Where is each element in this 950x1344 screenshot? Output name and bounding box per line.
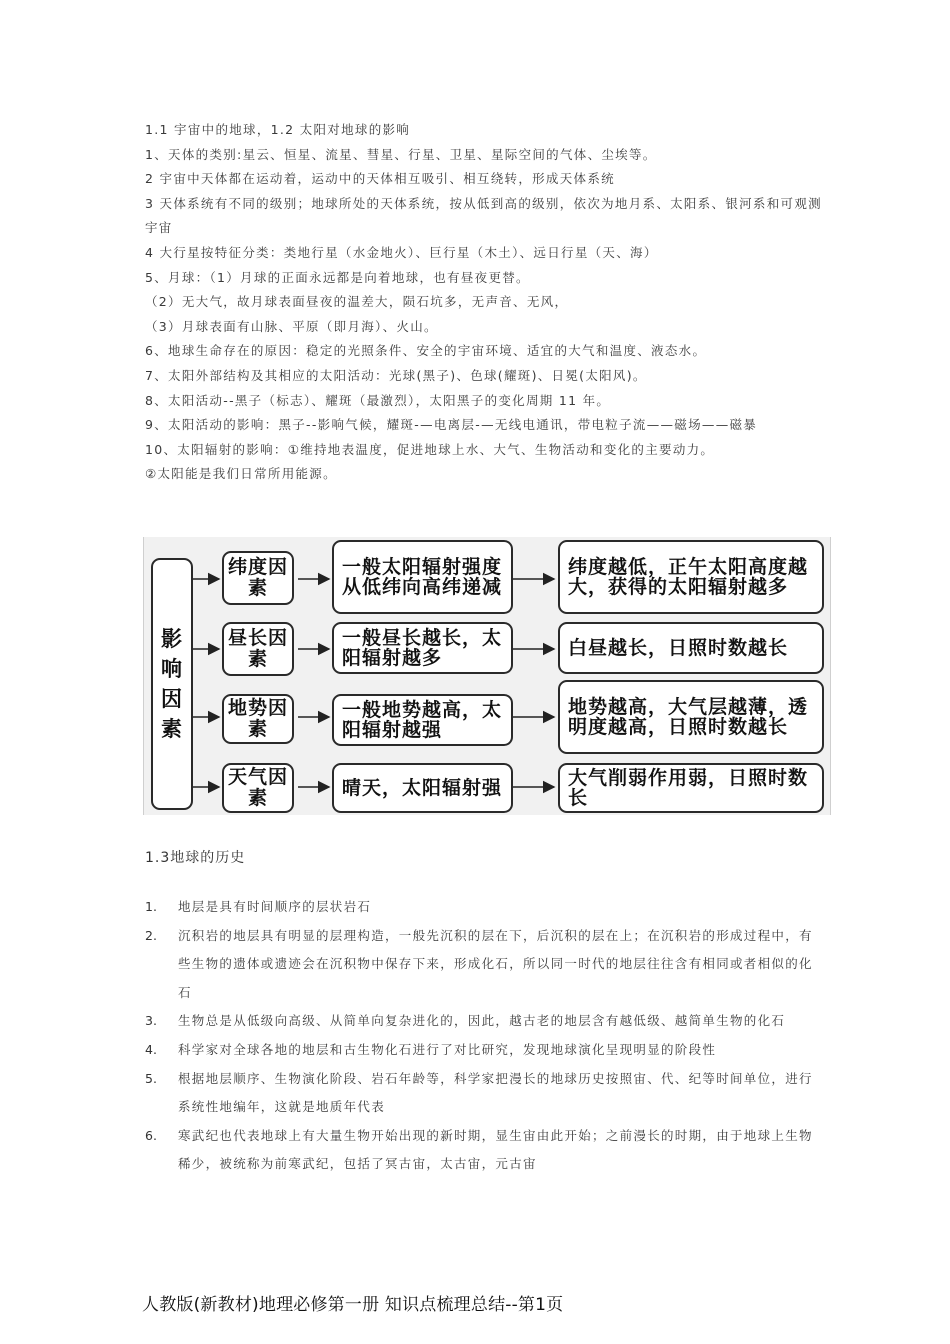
text-line: 7、太阳外部结构及其相应的太阳活动：光球(黑子)、色球(耀斑)、日冕(太阳风)。 [145, 367, 647, 383]
mid-box-daylength [332, 622, 513, 674]
text-line: 1、天体的类别:星云、恒星、流星、彗星、行星、卫星、星际空间的气体、尘埃等。 [145, 146, 657, 162]
text-line: 4 大行星按特征分类：类地行星（水金地火）、巨行星（木土）、远日行星（天、海） [145, 244, 658, 260]
text-line: 1.1 宇宙中的地球，1.2 太阳对地球的影响 [145, 122, 411, 137]
text-line: 5、月球：（1）月球的正面永远都是向着地球，也有昼夜更替。 [145, 269, 530, 285]
factor-label: 纬度因素 [228, 556, 289, 599]
text-line: 9、太阳活动的影响：黑子--影响气候，耀斑-—电离层-—无线电通讯，带电粒子流——磁场——磁暴 [145, 417, 758, 433]
earth-history-list [145, 893, 825, 1179]
result-box-latitude [558, 540, 824, 614]
factor-label: 昼长因素 [228, 627, 289, 670]
result-label: 白昼越长，日照时数越长 [568, 636, 789, 659]
text-line: 3 天体系统有不同的级别；地球所处的天体系统，按从低到高的级别，依次为地月系、太阳系、银河系和可观测宇宙 [145, 195, 822, 236]
factor-box-terrain [222, 694, 294, 744]
list-item [145, 922, 825, 1008]
list-item-text: 根据地层顺序、生物演化阶段、岩石年龄等，科学家把漫长的地球历史按照宙、代、纪等时间单位，进行系统性地编年，这就是地质年代表 [178, 1070, 813, 1115]
section-2-title: 1.3地球的历史 [145, 850, 246, 866]
text-line: 2 宇宙中天体都在运动着，运动中的天体相互吸引、相互绕转，形成天体系统 [145, 171, 615, 187]
mid-label: 一般地势越高，太阳辐射越强 [342, 698, 503, 741]
text-line: （3）月球表面有山脉、平原（即月海）、火山。 [145, 318, 438, 334]
list-item-number: 1. [145, 899, 157, 914]
mid-box-weather [332, 763, 513, 813]
mid-label: 一般昼长越长，太阳辐射越多 [342, 626, 503, 669]
result-box-weather [558, 763, 824, 813]
text-line: 10、太阳辐射的影响：①维持地表温度，促进地球上水、大气、生物活动和变化的主要动力。 [145, 441, 715, 457]
list-item [145, 1065, 825, 1122]
list-item-number: 6. [145, 1127, 157, 1143]
text-line: 6、地球生命存在的原因：稳定的光照条件、安全的宇宙环境、适宜的大气和温度、液态水。 [145, 343, 707, 359]
influence-factors-diagram [143, 537, 831, 815]
mid-label: 晴天，太阳辐射强 [342, 776, 503, 799]
page-footer: 人教版(新教材)地理必修第一册 知识点梳理总结--第1页 [142, 1295, 564, 1315]
mid-box-terrain [332, 694, 513, 746]
result-box-terrain [558, 680, 824, 754]
list-item [145, 1122, 825, 1179]
list-item-text: 沉积岩的地层具有明显的层理构造，一般先沉积的层在下，后沉积的层在上；在沉积岩的形成过程中，有些生物的遗体或遗迹会在沉积物中保存下来，形成化石，所以同一时代的地层往往含有相同或者相似的化石 [178, 927, 813, 1000]
mid-label: 一般太阳辐射强度从低纬向高纬递减 [342, 555, 503, 598]
result-box-daylength [558, 622, 824, 674]
result-label: 纬度越低，正午太阳高度越大，获得的太阳辐射越多 [568, 555, 809, 598]
list-item [145, 1036, 825, 1065]
list-item [145, 893, 825, 922]
list-item-text: 寒武纪也代表地球上有大量生物开始出现的新时期，显生宙由此开始；之前漫长的时期，由于地球上生物稀少，被统称为前寒武纪，包括了冥古宙，太古宙，元古宙 [178, 1127, 813, 1172]
result-label: 地势越高，大气层越薄，透明度越高，日照时数越长 [568, 695, 809, 738]
diagram-root-label: 影响因素 [161, 626, 183, 741]
result-label: 大气削弱作用弱，日照时数长 [568, 766, 809, 809]
list-item-number: 3. [145, 1013, 157, 1029]
text-line: 8、太阳活动--黑子（标志）、耀斑（最激烈），太阳黑子的变化周期 11 年。 [145, 392, 611, 408]
list-item-text: 地层是具有时间顺序的层状岩石 [178, 899, 372, 914]
mid-box-latitude [332, 540, 513, 614]
factor-box-weather [222, 763, 294, 813]
factor-box-daylength [222, 622, 294, 676]
list-item [145, 1007, 825, 1036]
factor-box-latitude [222, 551, 294, 605]
diagram-root-box [151, 558, 193, 810]
list-item-number: 2. [145, 927, 157, 943]
factor-label: 地势因素 [228, 697, 289, 740]
list-item-number: 5. [145, 1070, 157, 1086]
section-1-text [145, 118, 825, 487]
list-item-text: 科学家对全球各地的地层和古生物化石进行了对比研究，发现地球演化呈现明显的阶段性 [178, 1041, 717, 1057]
list-item-number: 4. [145, 1041, 157, 1057]
text-line: （2）无大气，故月球表面昼夜的温差大，陨石坑多，无声音、无风， [145, 294, 569, 310]
text-line: ②太阳能是我们日常所用能源。 [145, 466, 337, 482]
factor-label: 天气因素 [228, 766, 289, 809]
list-item-text: 生物总是从低级向高级、从简单向复杂进化的，因此，越古老的地层含有越低级、越简单生物的化石 [178, 1013, 786, 1029]
